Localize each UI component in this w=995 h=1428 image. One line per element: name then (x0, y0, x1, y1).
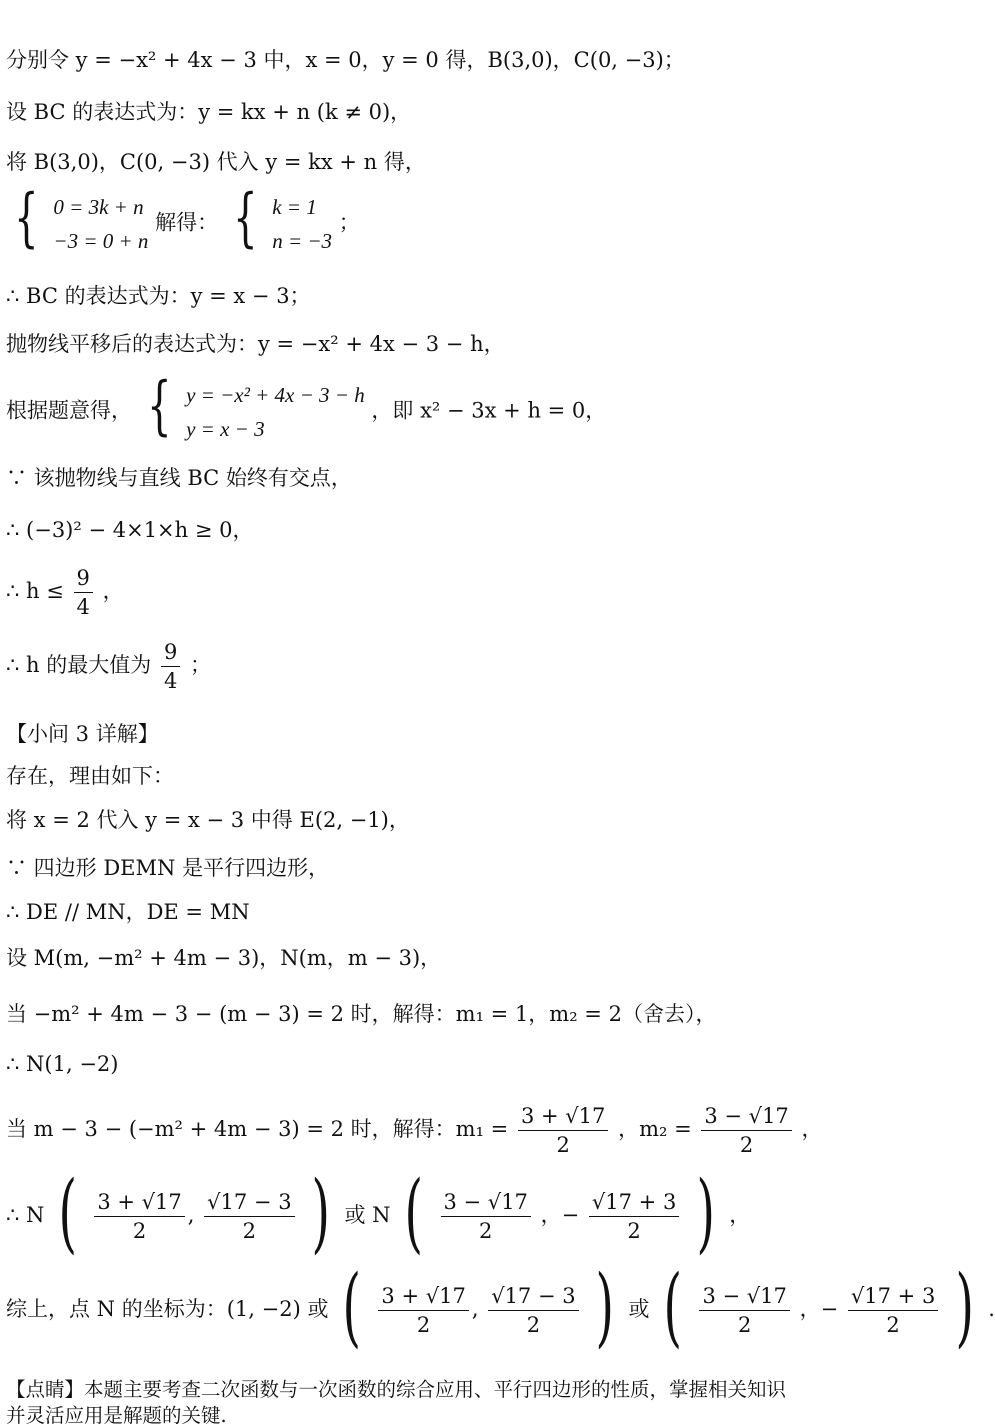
equation-system: 根据题意得， { y = −x² + 4x − 3 − h y = x − 3 ，即 x² − 3x + h = 0， (6, 378, 606, 446)
text-span: 或 N (344, 1203, 391, 1227)
text-span: ； (338, 210, 360, 235)
fraction (701, 1104, 791, 1157)
fraction (848, 1284, 938, 1337)
text-span: 抛物线平移后的表达式为：y = −x² + 4x − 3 − h， (6, 332, 505, 356)
text-span: 设 BC 的表达式为：y = kx + n (k ≠ 0)， (6, 100, 412, 124)
text-line (6, 1374, 786, 1402)
numerator: 3 + √17 (518, 1104, 608, 1131)
numerator: √17 − 3 (488, 1284, 578, 1311)
numerator: 3 + √17 (378, 1284, 468, 1311)
fraction (441, 1190, 531, 1243)
numerator: 3 − √17 (699, 1284, 789, 1311)
denominator: 2 (526, 1313, 541, 1337)
text-span: ∵ 该抛物线与直线 BC 始终有交点， (6, 466, 352, 490)
text-span: ∵ 四边形 DEMN 是平行四边形， (6, 856, 330, 880)
system-rows (272, 190, 332, 258)
text-span: ； (190, 653, 211, 677)
text-span: 当 −m² + 4m − 3 − (m − 3) = 2 时，解得：m₁ = 1，m₂ = 2（舍去）， (6, 1002, 717, 1026)
text-span: ，− (540, 1203, 580, 1227)
text-span: ∴ N (6, 1203, 45, 1227)
denominator: 2 (242, 1219, 257, 1243)
text-line (6, 280, 311, 310)
denominator: 2 (627, 1219, 641, 1243)
text-span: ，即 x² − 3x + h = 0， (371, 398, 607, 423)
text-span: 或 (628, 1297, 650, 1321)
system-row: n = −3 (272, 229, 333, 253)
text-span: ，m₂ = (618, 1117, 692, 1141)
denominator: 2 (416, 1313, 431, 1337)
system-row: y = −x² + 4x − 3 − h (186, 383, 365, 407)
text-span: 设 M(m, −m² + 4m − 3)，N(m，m − 3)， (6, 946, 442, 970)
denominator: 2 (132, 1219, 147, 1243)
numerator: √17 + 3 (589, 1190, 679, 1217)
text-line (6, 1052, 118, 1076)
text-span: 将 x = 2 代入 y = x − 3 中得 E(2, −1)， (6, 808, 410, 832)
fraction-line (6, 566, 124, 619)
system-row: k = 1 (272, 195, 317, 219)
text-line (6, 44, 685, 74)
text-span: ∴ (−3)² − 4×1×h ≥ 0， (6, 518, 254, 542)
text-span: 将 B(3,0)，C(0, −3) 代入 y = kx + n 得， (6, 150, 426, 174)
text-line (6, 852, 329, 882)
text-span: ， (801, 1117, 823, 1141)
fraction (378, 1284, 468, 1337)
text-line (6, 942, 441, 972)
text-line (6, 1400, 227, 1428)
text-span: 根据题意得， (6, 398, 132, 423)
text-line (6, 146, 426, 176)
fraction (161, 640, 180, 693)
text-span: . (988, 1297, 995, 1321)
denominator: 2 (556, 1133, 570, 1157)
text-span: 解得： (155, 210, 219, 235)
denominator: 4 (76, 595, 90, 619)
fraction (94, 1190, 184, 1243)
text-span: ∴ h 的最大值为 (6, 653, 152, 677)
denominator: 2 (739, 1133, 754, 1157)
system-row: y = x − 3 (186, 417, 265, 441)
text-span: 综上，点 N 的坐标为：(1, −2) 或 (6, 1297, 329, 1321)
fraction (518, 1104, 608, 1157)
denominator: 2 (479, 1219, 493, 1243)
text-line (6, 462, 352, 492)
text-line (6, 896, 250, 926)
text-line (6, 96, 411, 126)
numerator: √17 − 3 (204, 1190, 294, 1217)
text-span: ∴ h ≤ (6, 579, 64, 603)
numerator: 9 (74, 566, 93, 593)
text-span: ， (729, 1203, 751, 1227)
text-line (6, 760, 174, 790)
text-line (6, 998, 716, 1028)
text-span: 存在，理由如下： (6, 764, 174, 788)
text-span: ∴ BC 的表达式为：y = x − 3； (6, 284, 311, 308)
fraction-line: 综上，点 N 的坐标为：(1, −2) 或 ( $\frac{3 + √17}{2}$ , $\frac{√17 - 3}{2}$ ) 或 ( $\frac{3 - √17}{2}$ ，− $\frac{√17 + 3}{2}$ ) . (6, 1256, 995, 1357)
fraction (74, 566, 93, 619)
numerator: 3 + √17 (94, 1190, 184, 1217)
system-rows (53, 190, 148, 258)
denominator: 4 (163, 669, 178, 693)
fraction (589, 1190, 679, 1243)
section-heading (6, 718, 159, 748)
fraction (488, 1284, 578, 1337)
system-row: 0 = 3k + n (53, 195, 144, 219)
equation-system: { 0 = 3k + n −3 = 0 + n 解得： { k = 1 n = −3 ； (6, 190, 360, 258)
text-line (6, 514, 254, 544)
fraction (204, 1190, 294, 1243)
denominator: 2 (886, 1313, 900, 1337)
text-line (6, 328, 505, 358)
fraction-line (6, 1104, 822, 1157)
numerator: 9 (161, 640, 180, 667)
text-span: ∴ DE // MN，DE = MN (6, 900, 250, 924)
numerator: √17 + 3 (848, 1284, 938, 1311)
text-span: 当 m − 3 − (−m² + 4m − 3) = 2 时，解得：m₁ = (6, 1117, 509, 1141)
text-line (6, 804, 410, 834)
numerator: 3 − √17 (441, 1190, 531, 1217)
fraction-line: ∴ N ( $\frac{3 + √17}{2}$ , $\frac{√17 - 3}{2}$ ) 或 N ( $\frac{3 - √17}{2}$ ，− $\frac{√17 + 3}{2}$ ) ， (6, 1162, 751, 1263)
text-span: 分别令 y = −x² + 4x − 3 中，x = 0，y = 0 得，B(3,0)，C(0, −3)； (6, 48, 685, 72)
fraction-line (6, 640, 211, 693)
system-row: −3 = 0 + n (53, 229, 149, 253)
text-span: 并灵活应用是解题的关键. (6, 1404, 227, 1427)
system-rows (186, 378, 365, 446)
numerator: 3 − √17 (701, 1104, 791, 1131)
text-span: 【小问 3 详解】 (6, 722, 159, 746)
text-span: ， (102, 579, 124, 603)
text-span: ∴ N(1, −2) (6, 1052, 119, 1076)
fraction (699, 1284, 789, 1337)
text-span: ，− (799, 1297, 839, 1321)
denominator: 2 (738, 1313, 752, 1337)
text-span: 【点睛】本题主要考查二次函数与一次函数的综合应用、平行四边形的性质，掌握相关知识 (6, 1378, 787, 1401)
